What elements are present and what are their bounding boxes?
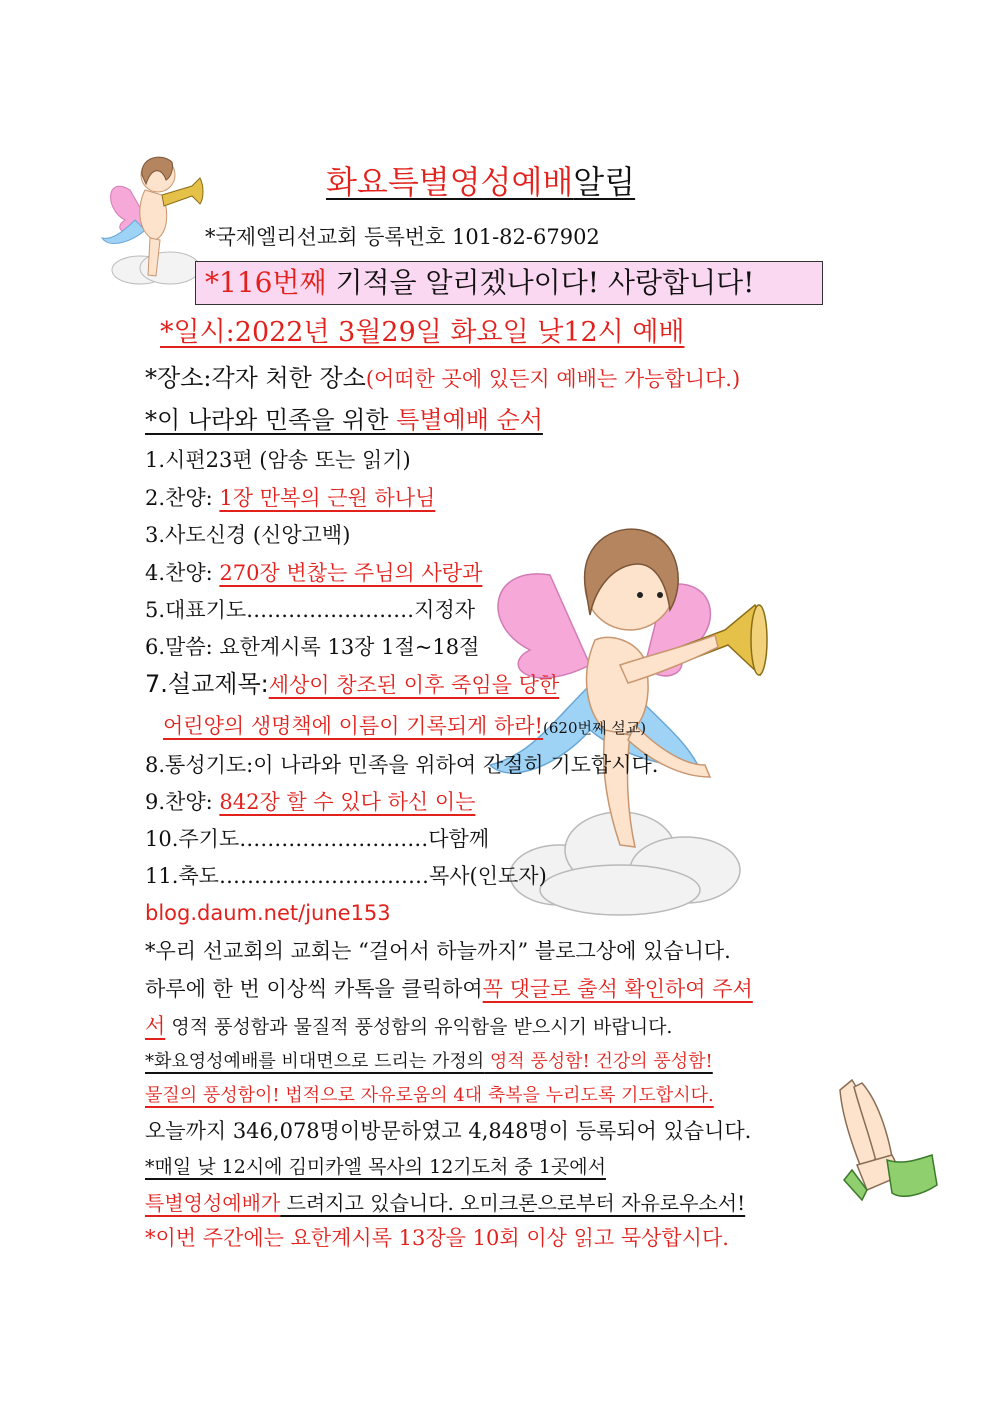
item-8: 8.통성기도:이 나라와 민족을 위하여 간절히 기도합시다. [145, 753, 659, 777]
visitor-count: 오늘까지 346,078명이방문하였고 4,848명이 등록되어 있습니다. [145, 1119, 752, 1143]
blog-link[interactable]: blog.daum.net/june153 [145, 901, 391, 925]
registration-number: *국제엘리선교회 등록번호 101-82-67902 [205, 225, 600, 249]
notice-1-line2 [145, 974, 753, 1004]
item-11: 11.축도…………………………목사(인도자) [145, 864, 547, 888]
item-7-line2 [163, 711, 646, 743]
item-4-hymn: 270장 변찮는 주님의 사랑과 [219, 561, 483, 585]
title-black: 알림 [573, 163, 636, 201]
item-7-label: 7.설교제목: [145, 670, 269, 698]
notice-3-line2-red: 특별영성예배가 [145, 1191, 281, 1215]
page-title [326, 160, 635, 204]
notice-2-line1-red: 영적 풍성함! 건강의 풍성함! [484, 1051, 713, 1072]
item-6: 6.말씀: 요한계시록 13장 1절~18절 [145, 635, 480, 659]
item-4-label: 4.찬양: [145, 561, 220, 585]
final-note: *이번 주간에는 요한계시록 13장을 10회 이상 읽고 묵상합시다. [145, 1226, 729, 1250]
item-9 [145, 787, 475, 817]
small-angel-illustration [100, 150, 210, 290]
item-2-hymn: 1장 만복의 근원 하나님 [219, 486, 436, 510]
service-place [145, 361, 740, 396]
order-heading-black: *이 나라와 민족을 위한 [145, 406, 389, 434]
item-1: 1.시편23편 (암송 또는 읽기) [145, 448, 411, 472]
banner-red: *116번째 [205, 266, 327, 299]
title-red: 화요특별영성예배 [326, 163, 574, 201]
notice-2-line2: 물질의 풍성함이! 법적으로 자유로움의 4대 축복을 누리도록 기도합시다. [145, 1085, 714, 1106]
notice-2-line1-black: *화요영성예배를 비대면으로 드리는 가정의 [145, 1051, 485, 1072]
item-7 [145, 669, 559, 700]
service-datetime: *일시:2022년 3월29일 화요일 낮12시 예배 [160, 317, 685, 348]
notice-2-line1 [145, 1047, 713, 1077]
item-7-title-line2: 어린양의 생명책에 이름이 기록되게 하라! [163, 714, 544, 738]
notice-3-line2 [145, 1188, 745, 1218]
item-5: 5.대표기도……………………지정자 [145, 598, 476, 622]
notice-1-line3 [145, 1011, 672, 1042]
item-7-title-line1: 세상이 창조된 이후 죽임을 당한 [268, 673, 560, 697]
item-7-sermon-count: (620번째 설교) [543, 719, 647, 737]
item-9-label: 9.찬양: [145, 790, 220, 814]
notice-1-line2-black: 하루에 한 번 이상씩 카톡을 클릭하여 [145, 977, 483, 1001]
notice-1-line3-black: 영적 풍성함과 물질적 풍성함의 유익함을 받으시기 바랍니다. [165, 1016, 673, 1038]
item-4 [145, 558, 482, 588]
item-2-label: 2.찬양: [145, 486, 220, 510]
notice-1-line2-red: 꼭 댓글로 출석 확인하여 주셔 [482, 977, 753, 1001]
notice-3-line2-black: 드려지고 있습니다. 오미크론으로부터 자유로우소서! [280, 1191, 746, 1215]
place-label: *장소:각자 처한 장소 [145, 364, 366, 392]
banner-text [205, 263, 754, 303]
item-2 [145, 483, 435, 513]
notice-3-line1: *매일 낮 12시에 김미카엘 목사의 12기도처 중 1곳에서 [145, 1156, 606, 1178]
place-note: (어떠한 곳에 있든지 예배는 가능합니다.) [365, 367, 741, 391]
item-3: 3.사도신경 (신앙고백) [145, 523, 351, 547]
notice-1-line3-red: 서 [145, 1014, 166, 1038]
order-heading [145, 403, 543, 437]
item-10: 10.주기도………………………다함께 [145, 827, 490, 851]
notice-1-line1: *우리 선교회의 교회는 “걸어서 하늘까지” 블로그상에 있습니다. [145, 939, 731, 963]
order-heading-red: 특별예배 순서 [388, 406, 543, 434]
praying-hands-illustration [832, 1075, 942, 1205]
item-9-hymn: 842장 할 수 있다 하신 이는 [219, 790, 476, 814]
banner-black: 기적을 알리겠나이다! 사랑합니다! [326, 266, 755, 299]
